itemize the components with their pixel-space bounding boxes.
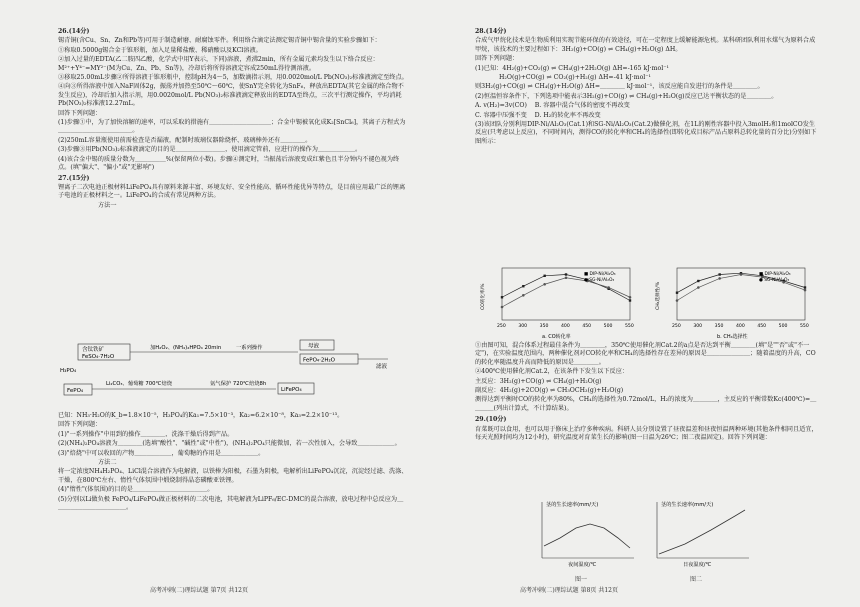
q28-part3e: 测得达到平衡时CO的转化率为80%，CH₄的选择性为0.72mol/L，H₂的浓度为＿＿＿＿，主反应的平衡常数Kc(400℃)=＿＿＿＿(列出计算式，不计算结果)。 [475,396,817,412]
co-conversion-chart [480,262,640,340]
q27-answer-prompt: 回答下列问题： [58,421,102,429]
q28-heading: 28.(14分) [475,28,507,35]
q28-main-reaction: 主反应：3H₂(g)+CO(g) ⇌ CH₄(g)+H₂O(g) [475,377,602,385]
q28-part1a: (1)已知：4H₂(g)+CO₂(g) ⇌ CH₄(g)+2H₂O(g) ΔH=-165 kJ·mol⁻¹ [475,64,669,72]
q26-step3: ③移取25.00mL步骤②所得溶液于锥形瓶中，控制pH为4～5，加数滴指示剂，用0.0020mol/L Pb(NO₃)₂标准液滴定至终点。 [58,74,408,82]
fig2-title: 茎的生长速率(mm/天) [661,502,714,508]
left-column-lower [58,412,408,513]
q27-part1: (1)"一系列操作"中用到的操作＿＿＿＿、洗涤干燥后得到产品。 [58,430,234,438]
ch4-chart-x-tick: 250 [672,324,681,329]
co-chart-ylabel: CO转化率/% [481,283,486,310]
ch4-selectivity-chart [655,262,815,340]
flow-b3: H₃PO₄ [60,368,77,374]
ch4-chart-series-1-point [804,286,806,288]
ch4-chart-legend-2: ● SG-Ni/Al₂O₃ [759,278,790,283]
q26-heading: 26.(14分) [58,28,90,35]
q27-part2: (2)(NH₄)₂PO₄溶液为＿＿＿＿(选填"酸性"、"碱性"或"中性")，(NH₄)₂PO₄只能微加，若一次性加入，会导致＿＿＿＿＿＿。 [58,440,401,448]
flow-a3: Li₂CO₃、葡萄糖 700℃焙烧 [106,381,173,387]
ch4-chart-series-2-point [740,273,743,276]
fig2-xlabel: 日夜温度/℃ [683,562,712,568]
ch4-chart-x-tick: 350 [714,324,724,329]
q28-options-row2 [475,112,820,120]
co-chart-series-2-point [543,283,546,286]
q27-heading: 27.(15分) [58,174,90,182]
ch4-chart-series-2-point [718,277,721,280]
flow-b6: FePO₄ [67,388,84,394]
flow-o1: 母液 [308,343,320,350]
q27-ka-values: 已知：NH₃·H₂O的K_b=1.8×10⁻⁵，H₃PO₄的Ka₁=7.5×10⁻³，Ka₂=6.2×10⁻⁸，Ka₃=2.2×10⁻¹³。 [58,412,344,419]
ch4-chart-legend-1: ■ DIP-Ni/Al₂O₃ [759,272,791,277]
co-chart-x-tick: 500 [603,324,613,329]
q27-part3: (3)"焙烧"中可以收回的产物＿＿＿＿＿＿，葡萄糖的作用是＿＿＿＿＿＿。 [58,449,265,457]
flow-svg [58,338,418,410]
option-c: C. 容器中压强不变 [475,111,527,119]
left-column [58,28,408,211]
flow-b2: FeSO₄·7H₂O [82,354,115,360]
fig1-xlabel: 夜间温度/℃ [568,562,597,568]
q28-options-row1 [475,102,820,110]
q27-intro: 锂离子二次电池正极材料LiFePO₄具有原料来源丰富、环境友好、安全性能高、循环性能优异等特点，是目前应用最广泛的锂离子电池的正极材料之一。LiFePO₄的合成有常见两种方法。 [58,183,406,200]
co-chart-series-1-point [629,299,631,301]
q28-part3: (3)该团队分别利用DIP-Ni/Al₂O₃(Cat.1)和SG-Ni/Al₂O₃(Cat.2)做催化剂，在1L的刚性容器中投入3molH₂和1molCO发生反应(只考虑以上反应)，不同时间内，测得CO的转化率和CH₄的选择性(即转化成目标产品占原料总转化量的百分比)分别如下图所示： [475,121,817,145]
q26-part4: (4)该合金中锡的质量分数为＿＿＿＿＿%(保留两位小数)。步骤④测定时，当振荡后溶液变成红紫色且半分钟内不褪色视为终点。(填"偏大"、"偏小"或"无影响") [58,155,400,172]
co-chart-caption: a. CO转化率 [542,334,571,340]
co-chart-series-1-point [522,285,524,287]
q26-part2: (2)250mL容量瓶使用前需检查是否漏液，配制时玻璃仪器除烧杯、玻璃棒外还有＿＿＿＿。 [58,136,312,144]
flow-b1: 含钛铁矿 [82,347,105,353]
ch4-chart-x-tick: 550 [800,324,809,329]
q28-part3a: ①由图可知，混合体系过程最佳条件为＿＿＿＿，350℃使用催化剂Cat.2的a点是否达到平衡＿＿＿＿(填"是""否"或"不一定")，在实验温度范围内，两种催化剂对CO转化率和CH₄的选择性存在差异的原因是＿＿＿＿＿＿＿；随着温度的升高，CO的转化率随温度升高而降低的原因是＿＿＿＿。 [475,342,816,366]
q28-part3b: ②400℃使用催化剂Cat.2，在该条件下发生以下反应： [475,368,629,376]
ch4-chart-series-1-point [676,292,678,294]
q28-part1b: H₂O(g)+CO(g) ⇌ CO₂(g)+H₂(g) ΔH=-41 kJ·mol⁻¹ [499,74,652,82]
option-d: D. H₂的转化率不再改变 [534,111,601,119]
q26-part1: (1)步骤①中，为了加快溶解的速率，可以采取的措施有＿＿＿＿＿＿＿＿＿＿；合金中锡被氧化成K₂[SnCl₆]，其离子方程式为＿＿＿＿＿＿＿＿＿＿＿＿。 [58,119,406,135]
q27-part5: (5)分别以Li做负极 FePO₄/LiFePO₄做正极材料的二次电池，其电解液为LiPF₆/EC-DMC的混合溶液，放电过程中总反应为＿＿＿＿＿＿＿＿＿＿＿＿。 [58,495,404,512]
co-chart-x-tick: 400 [561,324,570,329]
option-b: B. 容器中混合气体的密度不再改变 [534,102,630,110]
co-chart-x-tick: 450 [582,324,592,329]
q28-side-reaction: 副反应：4H₂(g)+2CO(g) ⇌ CH₃OCH₃(g)+H₂O(g) [475,387,624,395]
fig1-curve [544,524,630,548]
q29-intro: 育菜既可以食用，也可以用于修床上治疗多种疾病。科研人员分别设置了昼夜温差和昼夜恒温两种环境(其他条件相同且适宜，每天光照时间均为12小时)，研究温度对育菜生长的影响(图一日温为26℃；图二夜温固定)。回答下列问题： [475,425,818,442]
co-chart-series-1-point [501,296,503,298]
method1-label: 方法一 [98,201,117,209]
co-chart-series-2-point [607,286,610,289]
q26-intro: 锡青铜(含Cu、Sn、Zn和Pb等)可用于制造耐磨、耐腐蚀零件。利用络合滴定法测定锡青铜中锡含量的实验步骤如下： [58,37,381,45]
flow-b7: LiFePO₄ [281,387,302,393]
figure-1 [530,498,640,570]
co-chart-legend-1: ■ DIP-Ni/Al₂O₃ [584,272,616,277]
q26-step1: ①称取0.5000g锡合金于锥形瓶，加入足量稀盐酸、稀硝酸以及KCl溶液。 [58,46,262,54]
ch4-chart-series-2-point [697,286,700,289]
ch4-chart-x-tick: 300 [693,324,703,329]
q28-part2: (2)恒温恒容条件下，下列选项中能表示3H₂(g)+CO(g) ⇌ CH₄(g)+H₂O(g)反应已达平衡状态的是＿＿＿＿。 [475,92,778,100]
co-chart-x-tick: 350 [539,324,549,329]
co-chart-series-1-point [565,273,567,275]
q28-part1c: 则3H₂(g)+CO(g) ⇌ CH₄(g)+H₂O(g) ΔH=＿＿＿＿ kJ·mol⁻¹，该反应能自发进行的条件是＿＿＿＿。 [475,83,764,91]
q29-heading: 29.(10分) [475,416,507,424]
left-footer: 高考冲刺(二)理综试题 第7页 共12页 [150,587,248,594]
option-a: A. v(H₂)=3v(CO) [475,102,527,110]
ch4-chart-series-1-point [697,280,699,282]
q27-part4: (4)"惰性"(体氛围)的目的是＿＿＿＿＿＿＿＿＿＿＿＿。 [58,486,214,494]
q26-part3: (3)步骤③用Pb(NO₃)₂标准液滴定的目的是＿＿＿＿＿＿＿＿，使用滴定管前，应进行的操作为＿＿＿＿＿＿。 [58,146,362,154]
fig1-caption: 图一 [575,576,588,583]
right-footer: 高考冲刺(二)理综试题 第8页 共12页 [520,587,618,594]
ch4-chart-x-tick: 500 [778,324,788,329]
figure-2 [645,498,755,570]
co-chart-series-1-point [543,275,545,277]
q26-step2: ②加入过量的EDTA(乙二胺四乙酸，化学式中用Y表示，下同)溶液，煮沸2min，所有金属元素均发生以下络合反应：M²⁺+Y⁴⁻=MY²⁻(M为Cu、Zn、Pb、Sn等)，冷却后将所得溶液定容成250mL得待测溶液。 [58,56,379,72]
right-column-mid [475,342,820,443]
ch4-chart-caption: b. CH₄选择性 [717,334,748,340]
q26-answer-prompt: 回答下列问题： [58,109,102,117]
co-chart-series-2-point [501,306,504,309]
flow-b5: FePO₄·2H₂O [303,357,336,364]
co-chart-x-tick: 250 [497,324,506,329]
ch4-chart-x-tick: 450 [757,324,767,329]
co-chart-series-2-point [565,276,568,279]
right-column [475,28,820,147]
method2-label: 方法二 [98,459,117,467]
flow-a4: 氩气保护 720℃焙烧8h [210,381,267,387]
co-chart-x-tick: 550 [625,324,634,329]
ch4-chart-ylabel: CH₄选择性/% [656,281,661,310]
flow-a2: 一系列操作 [236,345,263,351]
fig2-curve [659,510,745,554]
ch4-chart-x-tick: 400 [736,324,745,329]
q28-answer-prompt: 回答下列问题： [475,55,519,63]
q27-method2-text: 将一定浓度NH₄H₂PO₄、LiCl混合溶液作为电解液，以铁棒为阳极，石墨为阴极，电解析出LiFePO₄沉淀，沉淀经过滤、洗涤、干燥，在800℃左右、惰性气体氛围中煅烧制得晶态磷酸亚铁锂。 [58,468,408,484]
co-chart-series-2-point [629,296,632,299]
ch4-chart-series-2-point [676,299,679,302]
flow-o2: 滤液 [376,364,388,370]
fig2-caption: 图二 [690,576,703,583]
co-chart-series-2-point [522,294,525,297]
q28-intro: 合成气甲烷化技术是生物质利用实现节能环保的有效途径，可在一定程度上缓解能源危机。某科研团队利用水煤气为原料合成甲烷，该技术的主要过程如下：3H₂(g)+CO(g) ⇌ CH₄(g)+H₂O(g) ΔH。 [475,37,816,53]
ch4-chart-series-1-point [718,273,720,275]
co-chart-legend-2: ● SG-Ni/Al₂O₃ [584,278,615,283]
co-chart-x-tick: 300 [518,324,528,329]
q26-step4: ④向③所得溶液中加入NaF固体2g，振荡并加热至50℃～60℃，使SnY完全转化为SnF₆，释放出EDTA(其它金属的络合物不发生反应)，冷却后加入指示剂，用0.0020mol/L Pb(NO₃)₂标准液滴定释放出的EDTA至终点，三次平行测定操作，平均消耗Pb(NO₃)₂标准液12.27mL。 [58,83,404,108]
flow-a1: 加H₂O₂、(NH₄)₂HPO₄ 20min [150,345,222,351]
fig1-title: 茎的生长速率(mm/天) [546,502,599,508]
flow-diagram [58,338,418,410]
ch4-chart-series-2-point [804,289,807,292]
